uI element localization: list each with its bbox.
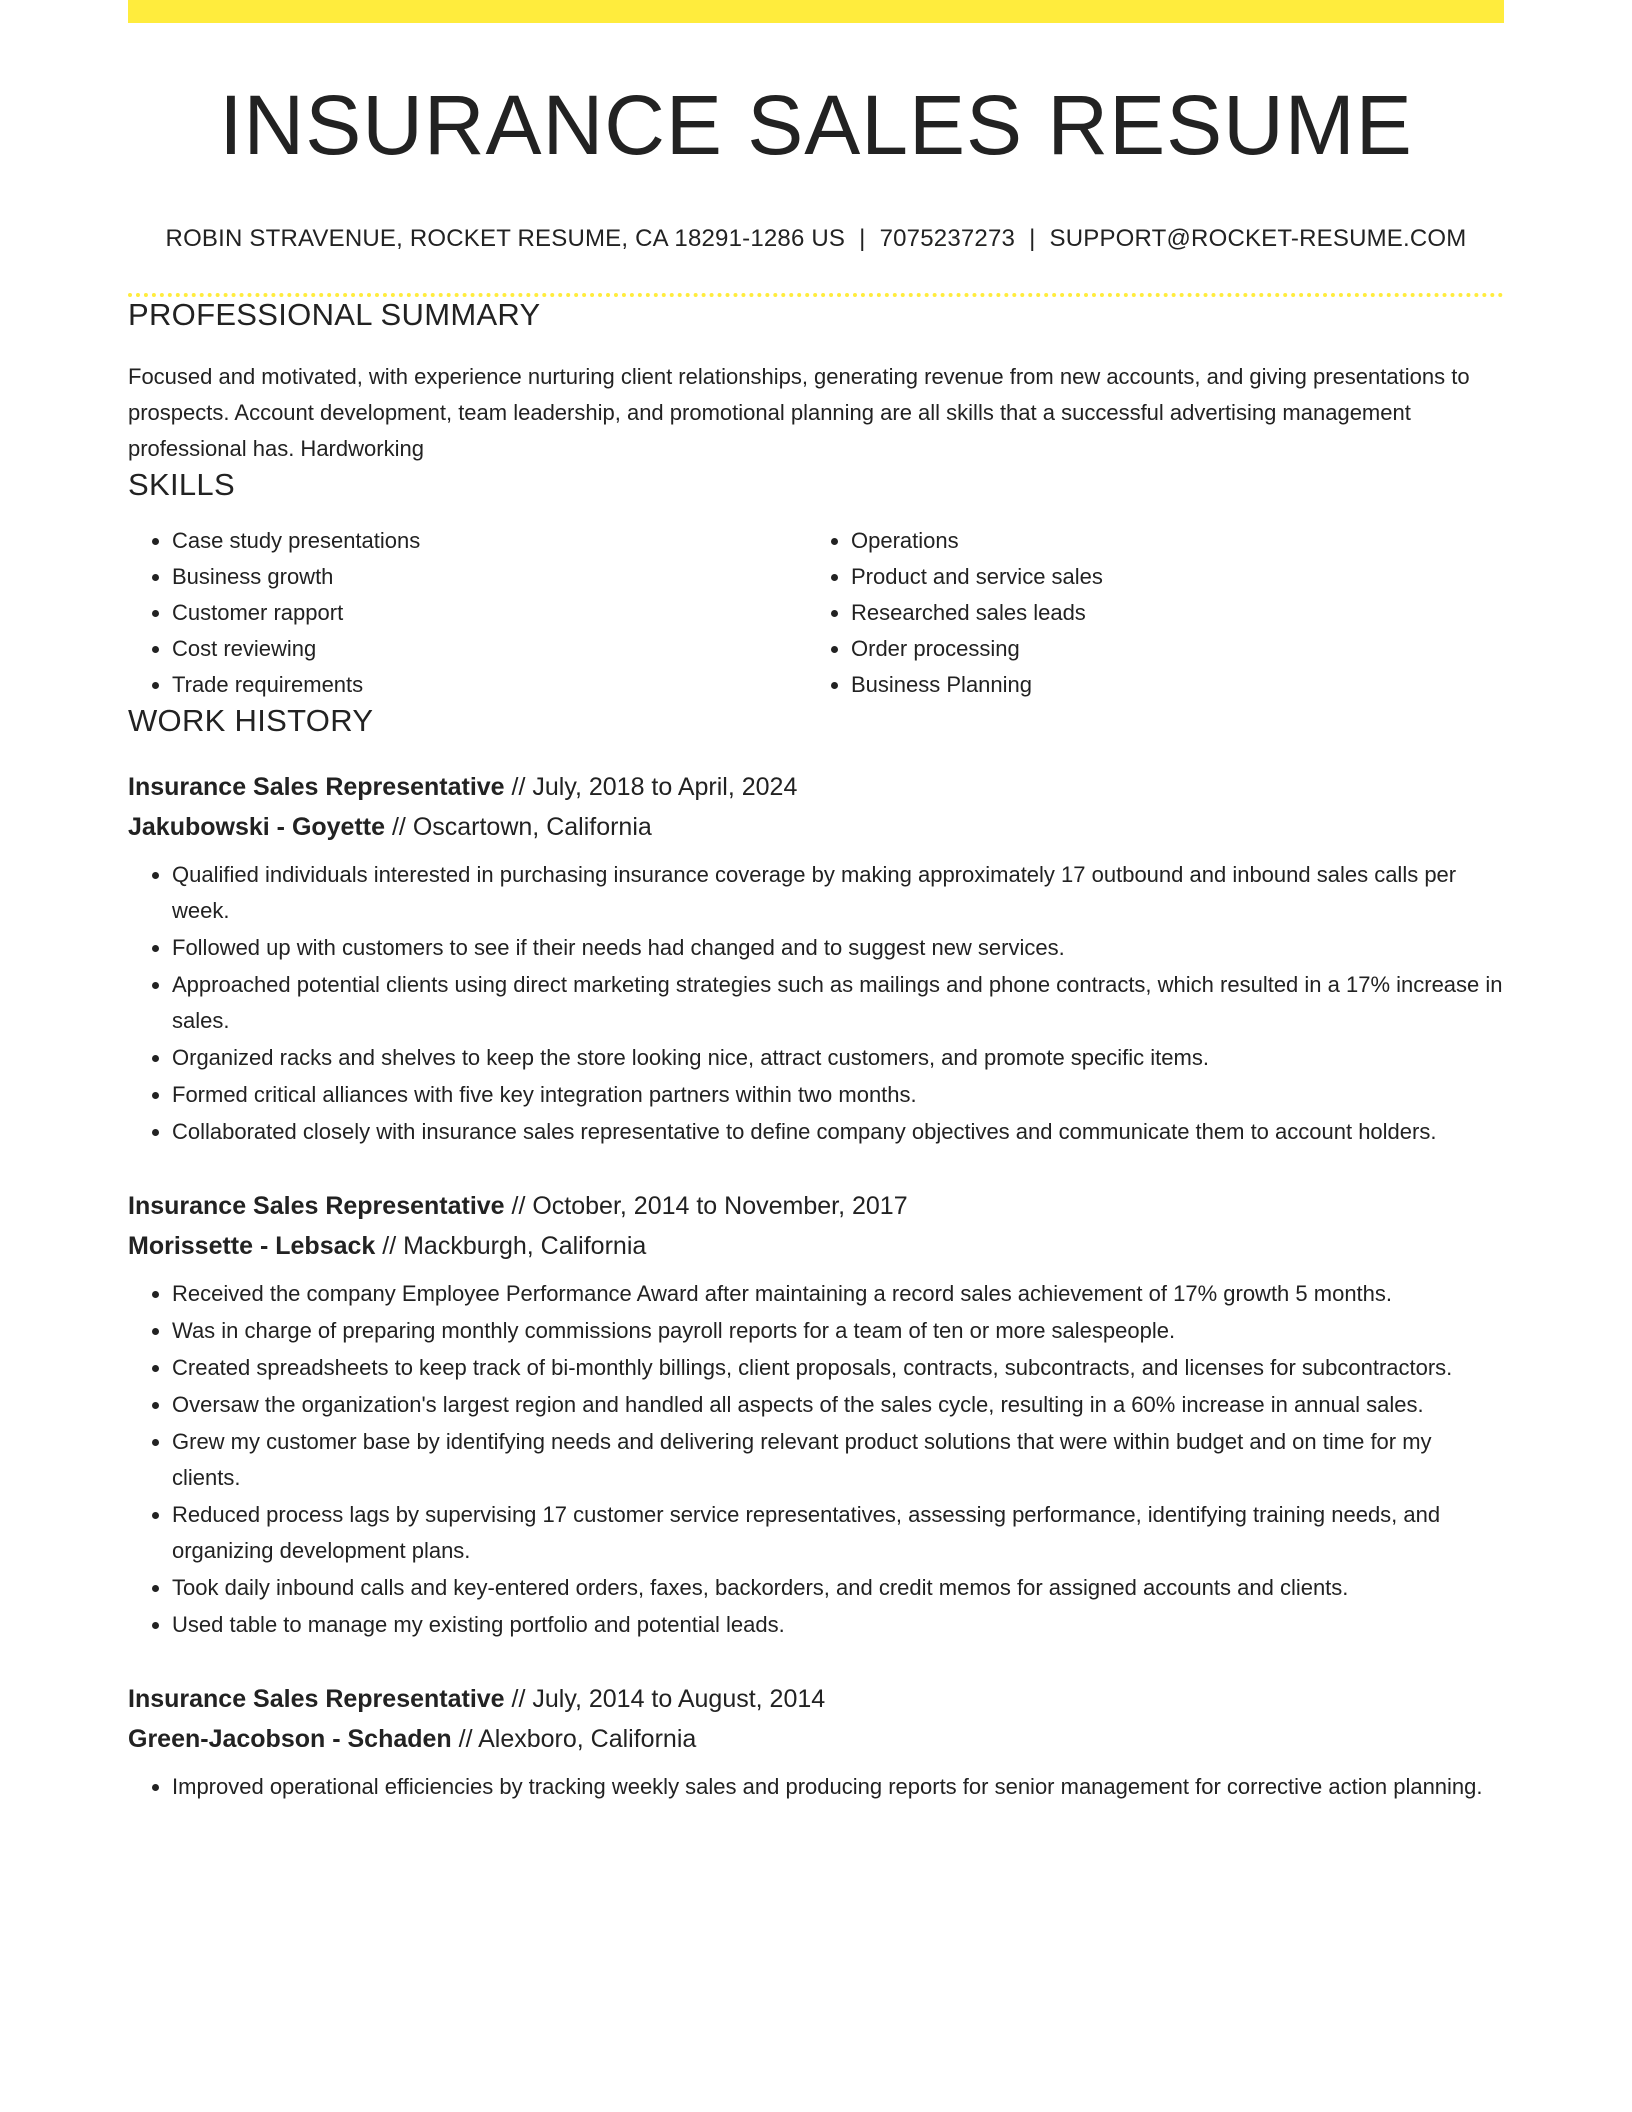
job-bullet: • Was in charge of preparing monthly commissions payroll reports for a team of ten or more salespeople. — [172, 1313, 1504, 1349]
summary-text: Focused and motivated, with experience nurturing client relationships, generating revenue from new accounts, and giving presentations to prospects. Account development, team leadership, and promotional planning are all skills that a successful advertising management professional has. Hardworking — [128, 364, 1470, 462]
job-title-line — [128, 1186, 1504, 1226]
contact-phone: 7075237273 — [879, 225, 1016, 253]
job-bullet: • Organized racks and shelves to keep the store looking nice, attract customers, and promote specific items. — [172, 1040, 1504, 1076]
skills-heading: SKILLS — [128, 467, 235, 503]
skill-item: • Business growth — [172, 559, 807, 595]
job-bullets — [128, 1769, 1504, 1805]
job-company-line — [128, 1719, 1504, 1759]
job-company: Jakubowski - Goyette — [128, 813, 386, 842]
contact-separator: | — [1029, 225, 1036, 253]
job-bullet: • Grew my customer base by identifying needs and delivering relevant product solutions that were within budget and on time for my clients. — [172, 1424, 1504, 1496]
skill-item: • Product and service sales — [851, 559, 1486, 595]
skills-column-right — [807, 523, 1486, 703]
job-bullet: • Approached potential clients using direct marketing strategies such as mailings and phone contracts, which resulted in a 17% increase in sales. — [172, 967, 1504, 1039]
job-bullet: • Oversaw the organization's largest region and handled all aspects of the sales cycle, resulting in a 60% increase in annual sales. — [172, 1387, 1504, 1423]
job-entry — [128, 1186, 1504, 1643]
job-dates: // October, 2014 to November, 2017 — [504, 1192, 908, 1221]
skill-item: • Cost reviewing — [172, 631, 807, 667]
job-bullet: • Took daily inbound calls and key-entered orders, faxes, backorders, and credit memos for assigned accounts and clients. — [172, 1570, 1504, 1606]
contact-email: SUPPORT@ROCKET-RESUME.COM — [1049, 225, 1467, 253]
job-bullet: • Improved operational efficiencies by tracking weekly sales and producing reports for senior management for corrective action planning. — [172, 1769, 1504, 1805]
summary-heading: PROFESSIONAL SUMMARY — [128, 297, 541, 333]
job-bullet: • Formed critical alliances with five key integration partners within two months. — [172, 1077, 1504, 1113]
resume-page — [128, 0, 1504, 1806]
skill-item: • Case study presentations — [172, 523, 807, 559]
skill-item: • Trade requirements — [172, 667, 807, 703]
job-entry — [128, 1679, 1504, 1805]
job-title: Insurance Sales Representative — [128, 1192, 505, 1221]
job-company: Green-Jacobson - Schaden — [128, 1725, 452, 1754]
job-dates: // July, 2018 to April, 2024 — [504, 773, 798, 802]
page-title: INSURANCE SALES RESUME — [219, 78, 1413, 172]
job-company: Morissette - Lebsack — [128, 1232, 376, 1261]
job-title-line — [128, 1679, 1504, 1719]
job-bullet: • Received the company Employee Performance Award after maintaining a record sales achievement of 17% growth 5 months. — [172, 1276, 1504, 1312]
skills-column-left — [128, 523, 807, 703]
skill-item: • Customer rapport — [172, 595, 807, 631]
skill-item: • Researched sales leads — [851, 595, 1486, 631]
job-company-line — [128, 1226, 1504, 1266]
job-location: // Oscartown, California — [385, 813, 652, 842]
contact-separator: | — [859, 225, 866, 253]
job-title: Insurance Sales Representative — [128, 773, 505, 802]
job-location: // Alexboro, California — [451, 1725, 697, 1754]
skill-item: • Business Planning — [851, 667, 1486, 703]
skills-list — [128, 523, 1504, 703]
job-bullet: • Used table to manage my existing portfolio and potential leads. — [172, 1607, 1504, 1643]
skill-item: • Operations — [851, 523, 1486, 559]
job-bullet: • Qualified individuals interested in purchasing insurance coverage by making approximately 17 outbound and inbound sales calls per week. — [172, 857, 1504, 929]
job-location: // Mackburgh, California — [375, 1232, 647, 1261]
job-bullet: • Collaborated closely with insurance sales representative to define company objectives and communicate them to account holders. — [172, 1114, 1504, 1150]
job-bullets — [128, 1276, 1504, 1643]
job-title: Insurance Sales Representative — [128, 1685, 505, 1714]
top-accent-bar — [128, 0, 1504, 23]
job-bullet: • Followed up with customers to see if their needs had changed and to suggest new services. — [172, 930, 1504, 966]
job-company-line — [128, 807, 1504, 847]
contact-line — [128, 225, 1504, 253]
job-dates: // July, 2014 to August, 2014 — [504, 1685, 826, 1714]
work-history-heading: WORK HISTORY — [128, 703, 374, 739]
job-bullet: • Created spreadsheets to keep track of bi-monthly billings, client proposals, contracts, subcontracts, and licenses for subcontractors. — [172, 1350, 1504, 1386]
job-bullet: • Reduced process lags by supervising 17 customer service representatives, assessing performance, identifying training needs, and organizing development plans. — [172, 1497, 1504, 1569]
contact-address: ROBIN STRAVENUE, ROCKET RESUME, CA 18291-1286 US — [165, 225, 846, 253]
job-bullets — [128, 857, 1504, 1150]
job-title-line — [128, 767, 1504, 807]
skill-item: • Order processing — [851, 631, 1486, 667]
job-entry — [128, 767, 1504, 1150]
